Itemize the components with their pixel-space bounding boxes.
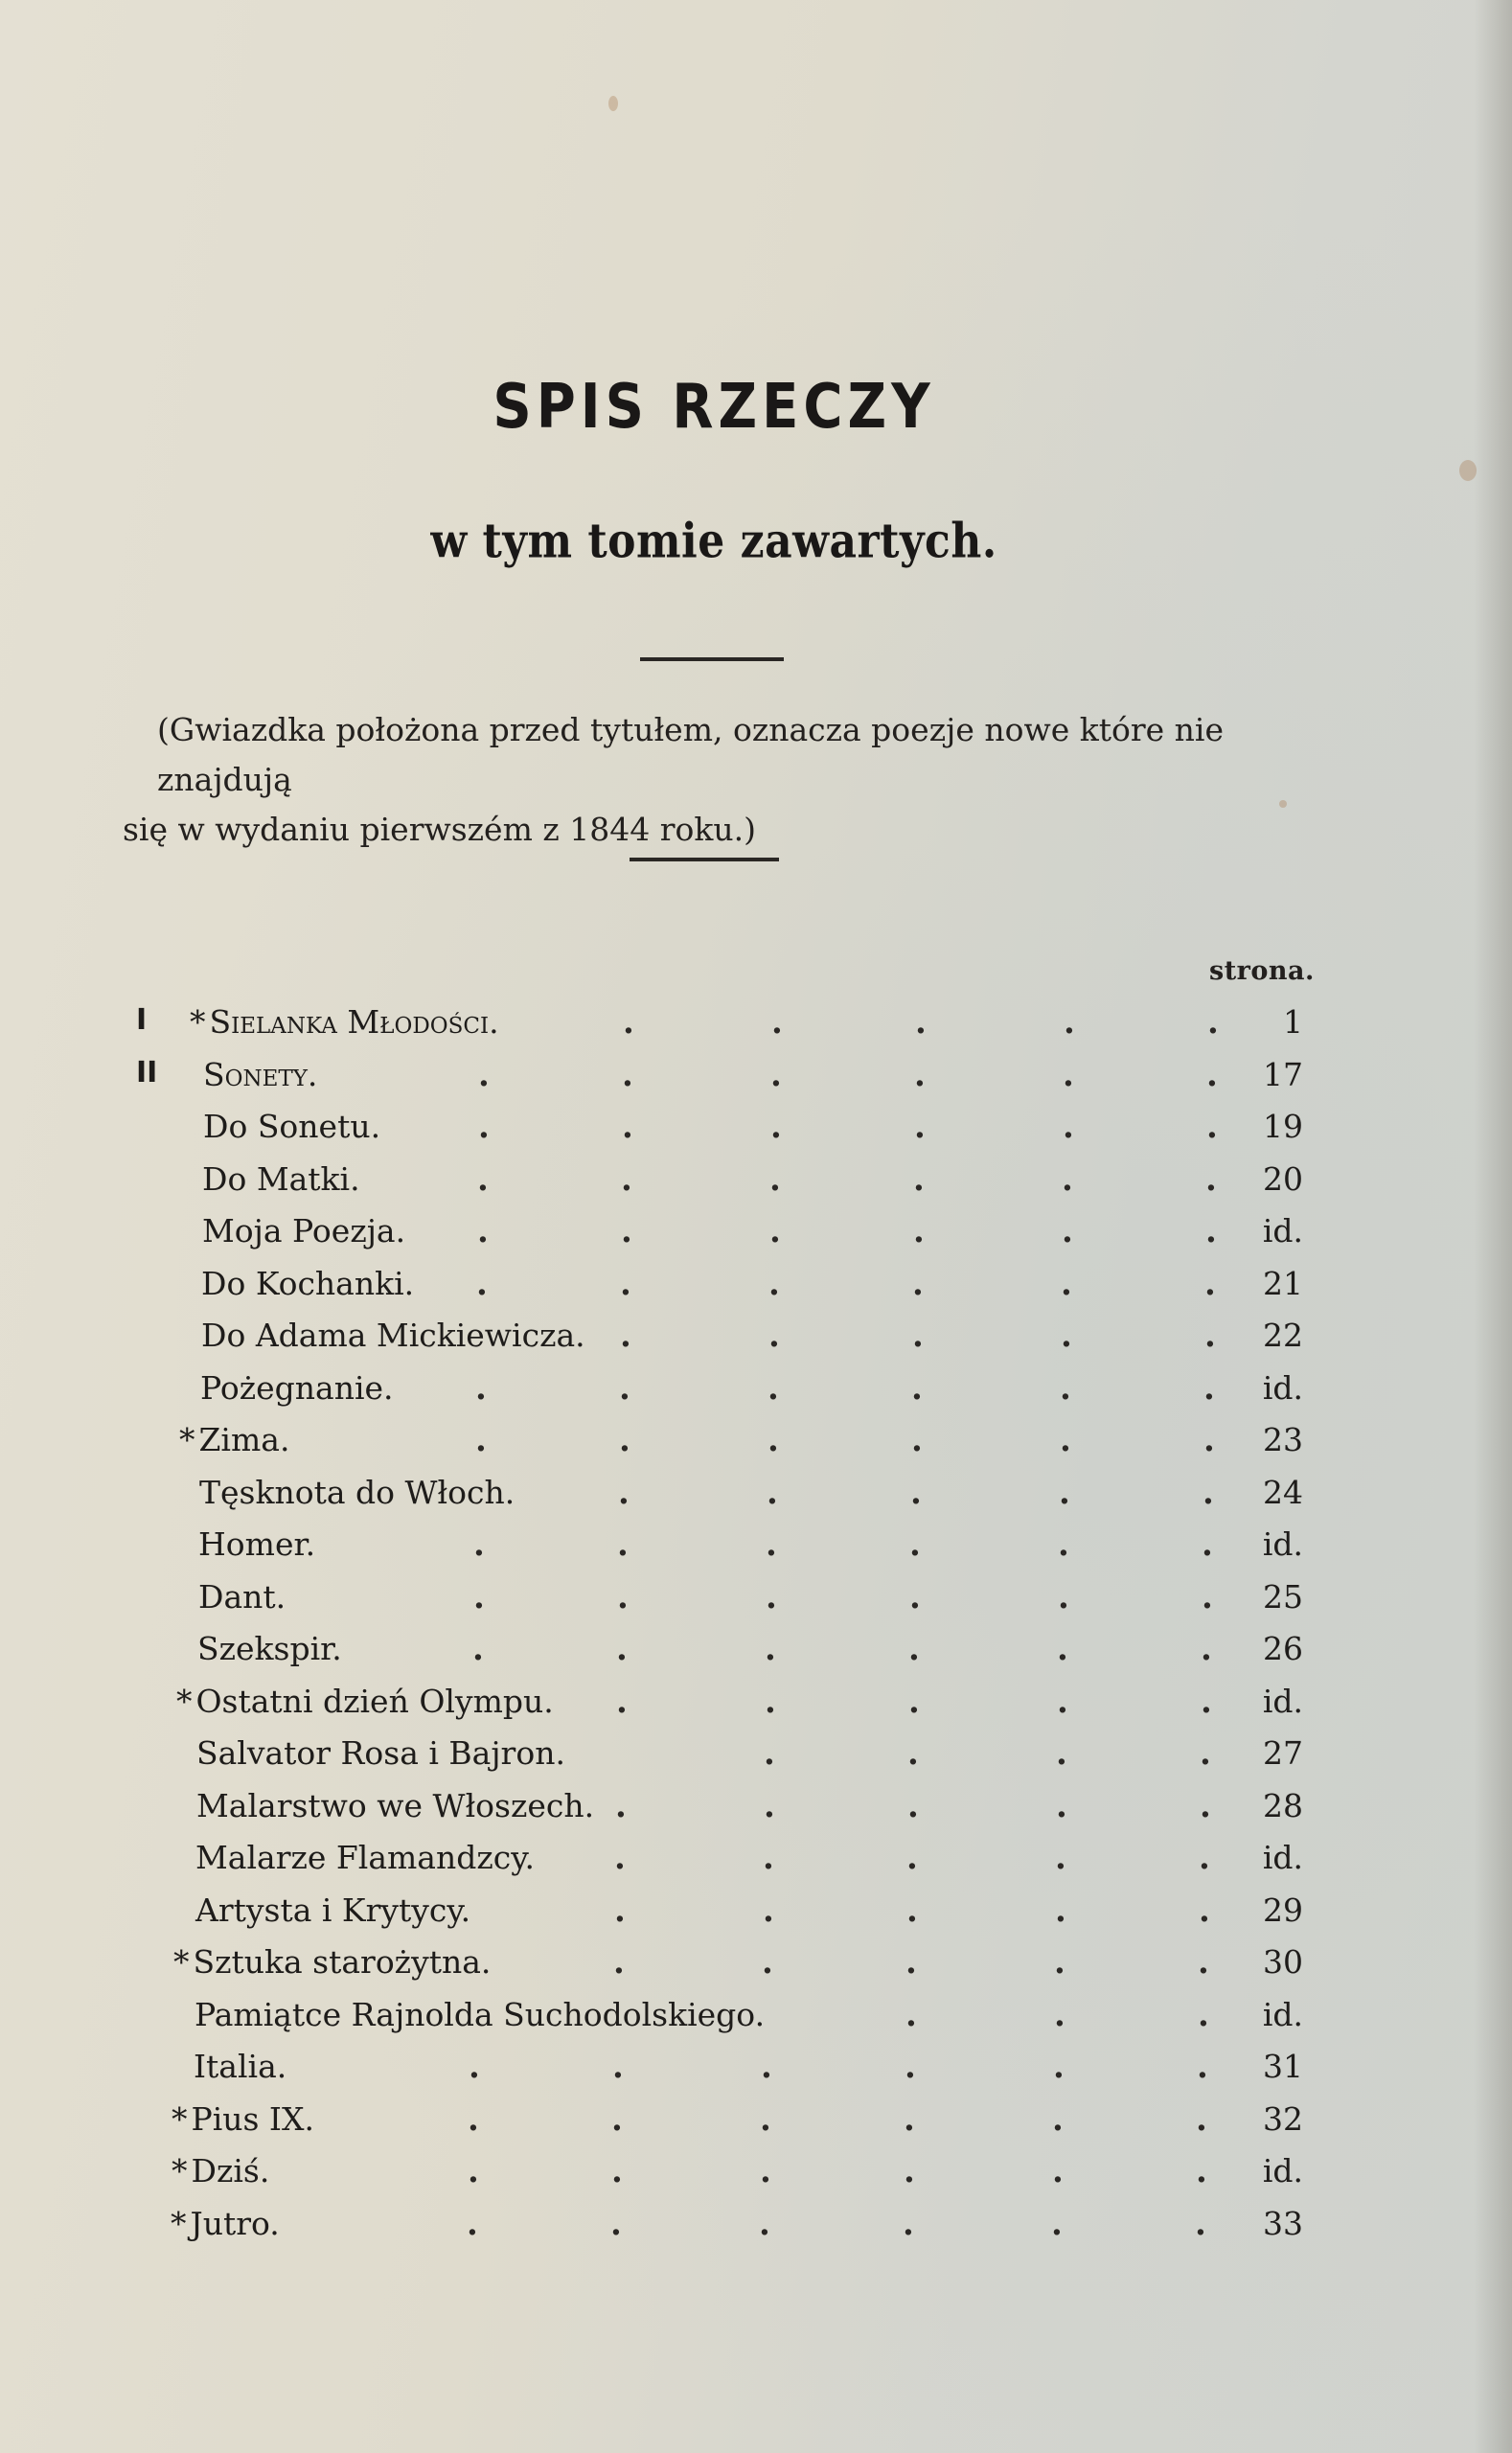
page-number: id. (1262, 1996, 1303, 2033)
leader-dot: . (913, 1160, 925, 1199)
entry-title (201, 1265, 414, 1302)
entry-title (172, 2100, 314, 2138)
new-poem-asterisk: * (176, 1683, 193, 1720)
leader-dot: . (1063, 1056, 1074, 1094)
leader-dot: . (1061, 1265, 1072, 1303)
leader-dot: . (611, 2152, 623, 2190)
page-number: id. (1262, 2152, 1303, 2189)
leader-dot: . (1196, 2152, 1207, 2190)
leader-dot: . (911, 1369, 923, 1408)
toc-entry (0, 2048, 1512, 2096)
entry-title-text: Szekspir. (197, 1630, 342, 1667)
page-number: 25 (1263, 1578, 1303, 1616)
leader-dot: . (1199, 1839, 1210, 1877)
leader-dot: . (770, 1056, 782, 1094)
toc-entry (0, 1212, 1512, 1260)
leader-dot: . (477, 1160, 489, 1199)
leader-dot: . (763, 1891, 774, 1930)
page-number: 20 (1263, 1160, 1303, 1198)
leader-dot: . (914, 1056, 926, 1094)
leader-dot: . (1058, 1525, 1069, 1564)
leader-dot: . (1062, 1160, 1073, 1199)
leader-dot: . (621, 1212, 632, 1250)
toc-entry (0, 1996, 1512, 2044)
section-number: I (136, 1003, 148, 1037)
leader-dot: . (1202, 1525, 1213, 1564)
entry-title-text: Dziś. (191, 2152, 270, 2189)
leader-dot: . (768, 1265, 780, 1303)
entry-title-text: Dant. (198, 1578, 286, 1616)
leader-dot: . (1059, 1474, 1070, 1512)
toc-entry (0, 1265, 1512, 1313)
leader-dot: . (903, 2205, 914, 2243)
leader-dot: . (1201, 1630, 1212, 1668)
leader-dot: . (616, 1683, 628, 1721)
leader-dot: . (1199, 1891, 1210, 1930)
page-number: 32 (1263, 2100, 1303, 2138)
toc-entry (0, 2100, 1512, 2148)
leader-dot: . (622, 1056, 633, 1094)
toc-entry (0, 1421, 1512, 1469)
leader-dot: . (1055, 1891, 1066, 1930)
leader-dot: . (760, 2100, 771, 2139)
page-number: 1 (1283, 1003, 1303, 1041)
leader-dot: . (1200, 1787, 1211, 1825)
leader-dot: . (619, 1421, 630, 1459)
toc-entry (0, 1525, 1512, 1573)
leader-dot: . (1064, 1003, 1075, 1042)
leader-dot: . (1060, 1421, 1071, 1459)
entry-title (190, 1003, 499, 1041)
new-poem-asterisk: * (179, 1421, 195, 1458)
leader-dot: . (1206, 1108, 1218, 1146)
note-line-2: się w wydaniu pierwszém z 1844 roku.) (123, 811, 756, 848)
leader-dot: . (617, 1525, 629, 1564)
leader-dot: . (614, 1839, 626, 1877)
leader-dot: . (610, 2205, 622, 2243)
leader-dot: . (1196, 2100, 1207, 2139)
leader-dot: . (766, 1578, 777, 1616)
entry-title (202, 1212, 405, 1249)
leader-dot: . (478, 1108, 490, 1146)
leader-dot: . (906, 1891, 918, 1930)
leader-dot: . (912, 1317, 924, 1355)
leader-dot: . (1056, 1734, 1067, 1773)
toc-entry (0, 2152, 1512, 2200)
toc-entry (0, 1056, 1512, 1104)
toc-entry (0, 1474, 1512, 1522)
leader-dot: . (1061, 1317, 1072, 1355)
entry-title-text: Tęsknota do Włoch. (199, 1474, 515, 1511)
toc-entry (0, 1369, 1512, 1417)
entry-title (197, 1630, 342, 1667)
entry-title-text: Do Matki. (202, 1160, 360, 1198)
leader-dot: . (763, 1839, 774, 1877)
entry-title-text: Sielanka Młodości. (209, 1003, 499, 1041)
section-number: II (136, 1056, 158, 1089)
entry-title-text: Malarstwo we Włoszech. (196, 1787, 595, 1824)
leader-dot: . (620, 1265, 631, 1303)
entry-title-text: Jutro. (190, 2205, 280, 2242)
leader-dot: . (1054, 1996, 1065, 2034)
leader-dot: . (618, 1474, 630, 1512)
entry-title-text: Homer. (198, 1525, 316, 1563)
leader-dot: . (1203, 1421, 1215, 1459)
page-number: 23 (1263, 1421, 1303, 1458)
leader-dot: . (912, 1265, 924, 1303)
leader-dot: . (467, 2205, 478, 2243)
leader-dot: . (913, 1212, 925, 1250)
new-poem-asterisk: * (172, 2100, 188, 2138)
page-number: 19 (1263, 1108, 1303, 1145)
toc-entry (0, 1839, 1512, 1887)
leader-dot: . (910, 1474, 922, 1512)
leader-dot: . (1204, 1265, 1216, 1303)
leader-dot: . (765, 1630, 776, 1668)
leader-dot: . (1051, 2205, 1063, 2243)
leader-dot: . (1207, 1003, 1219, 1042)
leader-dot: . (1057, 1683, 1068, 1721)
leader-dot: . (1198, 1943, 1209, 1982)
entry-title-text: Pius IX. (191, 2100, 314, 2138)
leader-dot: . (1203, 1474, 1214, 1512)
leader-dot: . (614, 1891, 626, 1930)
leader-dot: . (1198, 1996, 1209, 2034)
leader-dot: . (620, 1317, 631, 1355)
entry-title-text: Moja Poezja. (202, 1212, 406, 1249)
entry-title-text: Ostatni dzień Olympu. (195, 1683, 554, 1720)
leader-dot: . (905, 1943, 917, 1982)
new-poem-asterisk: * (172, 2152, 188, 2189)
page-number: 17 (1263, 1056, 1303, 1093)
toc-entry (0, 1108, 1512, 1156)
leader-dot: . (472, 1630, 484, 1668)
entry-title (172, 2152, 269, 2189)
leader-dot: . (767, 1474, 778, 1512)
leader-dot: . (1053, 2048, 1065, 2086)
leader-dot: . (616, 1630, 628, 1668)
leader-dot: . (759, 2205, 770, 2243)
leader-dot: . (1056, 1787, 1067, 1825)
toc-entry (0, 1734, 1512, 1782)
toc-entry (0, 1160, 1512, 1208)
page-column-header: strona. (1209, 956, 1315, 986)
page-number: id. (1262, 1525, 1303, 1563)
page-number: id. (1262, 1683, 1303, 1720)
leader-dot: . (1201, 1683, 1212, 1721)
leader-dot: . (906, 1839, 918, 1877)
entry-title-text: Malarze Flamandzcy. (195, 1839, 535, 1876)
entry-title-text: Sztuka starożytna. (193, 1943, 492, 1981)
entry-title (171, 2205, 280, 2242)
leader-dot: . (907, 1787, 919, 1825)
leader-dot: . (908, 1683, 920, 1721)
leader-dot: . (611, 2100, 623, 2139)
entry-title (195, 1996, 765, 2033)
entry-title (195, 1891, 470, 1929)
entry-title (201, 1317, 585, 1354)
leader-dot: . (764, 1734, 775, 1773)
page-number: 27 (1263, 1734, 1303, 1772)
leader-dot: . (473, 1525, 485, 1564)
entry-title (173, 1943, 491, 1981)
leader-dot: . (619, 1369, 630, 1408)
leader-dot: . (1202, 1578, 1213, 1616)
leader-dot: . (477, 1212, 489, 1250)
leader-dot: . (1195, 2205, 1206, 2243)
leader-dot: . (761, 2048, 772, 2086)
page-number: id. (1262, 1212, 1303, 1249)
toc-entry (0, 2205, 1512, 2253)
entry-title-text: Artysta i Krytycy. (195, 1891, 471, 1929)
entry-title (198, 1525, 315, 1563)
toc-entry (0, 1683, 1512, 1731)
leader-dot: . (762, 1943, 773, 1982)
leader-dot: . (767, 1369, 779, 1408)
leader-dot: . (1205, 1160, 1217, 1199)
entry-title (199, 1474, 515, 1511)
toc-entry (0, 1943, 1512, 1991)
leader-dot: . (617, 1578, 629, 1616)
leader-dot: . (766, 1525, 777, 1564)
page-number: id. (1262, 1369, 1303, 1407)
page-subtitle: w tym tomie zawartych. (430, 514, 997, 570)
leader-dot: . (468, 2100, 479, 2139)
leader-dot: . (760, 2152, 771, 2190)
leader-dot: . (1205, 1212, 1217, 1250)
leader-dot: . (478, 1056, 490, 1094)
entry-title-text: Do Sonetu. (203, 1108, 381, 1145)
leader-dot: . (1052, 2100, 1064, 2139)
entry-title-text: Sonety. (203, 1056, 318, 1093)
toc-entry (0, 1787, 1512, 1835)
leader-dot: . (1055, 1839, 1066, 1877)
leader-dot: . (612, 2048, 624, 2086)
leader-dot: . (770, 1108, 782, 1146)
entry-title (202, 1160, 360, 1198)
leader-dot: . (1054, 1943, 1065, 1982)
leader-dot: . (907, 1734, 919, 1773)
page-number: 24 (1263, 1474, 1303, 1511)
page-number: 29 (1263, 1891, 1303, 1929)
entry-title-text: Pamiątce Rajnolda Suchodolskiego. (195, 1996, 766, 2033)
leader-dot: . (1057, 1630, 1068, 1668)
leader-dot: . (1197, 2048, 1208, 2086)
leader-dot: . (909, 1525, 921, 1564)
leader-dot: . (1203, 1369, 1215, 1408)
page-number: 28 (1263, 1787, 1303, 1824)
leader-dot: . (905, 2048, 916, 2086)
leader-dot: . (769, 1160, 781, 1199)
entry-title (203, 1108, 380, 1145)
entry-title (200, 1369, 394, 1407)
entry-title (179, 1421, 289, 1458)
entry-title (176, 1683, 554, 1720)
new-poem-asterisk: * (190, 1003, 206, 1041)
leader-dot: . (904, 2152, 915, 2190)
leader-dot: . (1200, 1734, 1211, 1773)
page-title: SPIS RZECZY (493, 371, 935, 443)
leader-dot: . (473, 1578, 485, 1616)
entry-title (195, 1839, 535, 1876)
leader-dot: . (623, 1003, 634, 1042)
entry-title (196, 1787, 594, 1824)
leader-dot: . (621, 1160, 632, 1199)
leader-dot: . (622, 1108, 633, 1146)
entry-title (194, 2048, 286, 2085)
new-poem-asterisk: * (171, 2205, 187, 2242)
leader-dot: . (1063, 1108, 1074, 1146)
leader-dot: . (475, 1421, 487, 1459)
leader-dot: . (767, 1421, 779, 1459)
entry-title-text: Zima. (198, 1421, 290, 1458)
leader-dot: . (468, 2152, 479, 2190)
leader-dot: . (765, 1683, 776, 1721)
toc-entry (0, 1891, 1512, 1939)
entry-title-text: Salvator Rosa i Bajron. (196, 1734, 565, 1772)
leader-dot: . (1062, 1212, 1073, 1250)
entry-title-text: Do Adama Mickiewicza. (201, 1317, 585, 1354)
leader-dot: . (764, 1787, 775, 1825)
page-number: 21 (1263, 1265, 1303, 1302)
new-poem-asterisk: * (173, 1943, 190, 1981)
leader-dot: . (909, 1578, 921, 1616)
leader-dot: . (476, 1265, 488, 1303)
leader-dot: . (915, 1003, 927, 1042)
page-number: id. (1262, 1839, 1303, 1876)
toc-entry (0, 1003, 1512, 1051)
toc-entry (0, 1317, 1512, 1364)
toc-entry (0, 1630, 1512, 1678)
entry-title-text: Italia. (194, 2048, 287, 2085)
note-line-1: (Gwiazdka położona przed tytułem, oznacza poezje nowe które nie znajdują (157, 711, 1224, 798)
toc-entry (0, 1578, 1512, 1626)
page-number: 33 (1263, 2205, 1303, 2242)
leader-dot: . (1204, 1317, 1216, 1355)
leader-dot: . (1052, 2152, 1064, 2190)
leader-dot: . (613, 1943, 625, 1982)
leader-dot: . (911, 1421, 923, 1459)
entry-title (203, 1056, 317, 1093)
leader-dot: . (1206, 1056, 1218, 1094)
page-number: 31 (1263, 2048, 1303, 2085)
page-number: 22 (1263, 1317, 1303, 1354)
page-number: 30 (1263, 1943, 1303, 1981)
leader-dot: . (469, 2048, 480, 2086)
leader-dot: . (1060, 1369, 1071, 1408)
leader-dot: . (475, 1369, 487, 1408)
leader-dot: . (769, 1212, 781, 1250)
entry-title (198, 1578, 286, 1616)
leader-dot: . (768, 1317, 780, 1355)
leader-dot: . (771, 1003, 783, 1042)
leader-dot: . (615, 1787, 627, 1825)
entry-title (196, 1734, 565, 1772)
leader-dot: . (908, 1630, 920, 1668)
entry-title-text: Do Kochanki. (201, 1265, 415, 1302)
entry-title-text: Pożegnanie. (200, 1369, 394, 1407)
leader-dot: . (914, 1108, 926, 1146)
leader-dot: . (1058, 1578, 1069, 1616)
leader-dot: . (904, 2100, 915, 2139)
page-number: 26 (1263, 1630, 1303, 1667)
leader-dot: . (905, 1996, 917, 2034)
